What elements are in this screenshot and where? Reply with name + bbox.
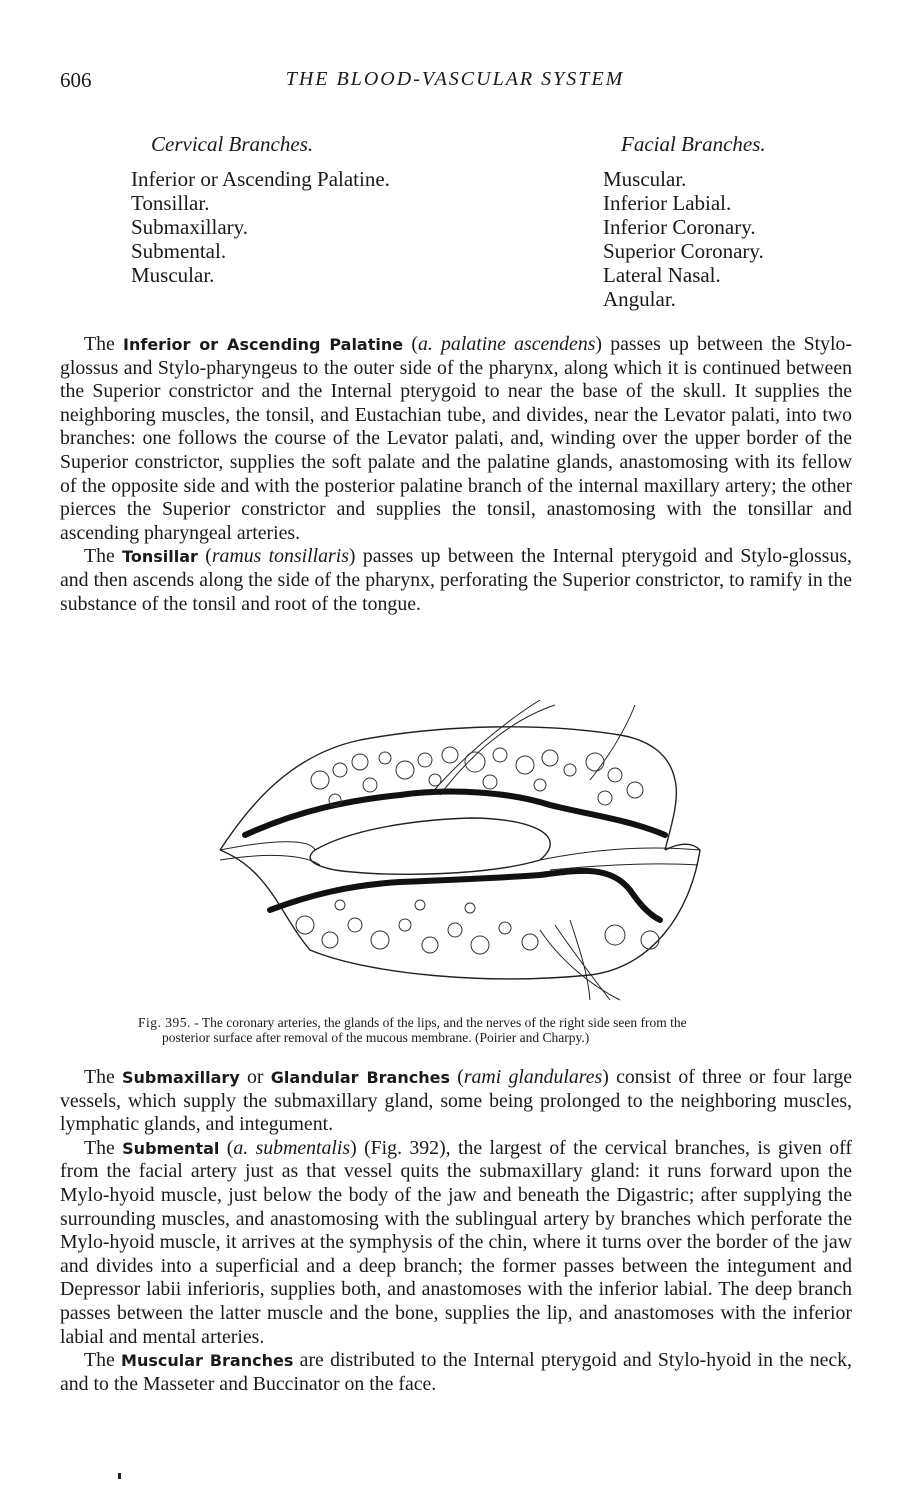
paragraph-submaxillary — [60, 1066, 852, 1137]
page-number: 606 — [60, 68, 92, 92]
page-header — [60, 68, 850, 96]
term-heading: Muscular Branches — [121, 1351, 294, 1371]
text-run: or — [239, 1066, 271, 1088]
text-run: ) passes up between the Stylo-glossus and Stylo-pharyngeus to the outer side of the pharynx, along which it is continued between the Superior constrictor and the Internal pterygoid to near the base of the skull. It supplies the neighboring muscles, the tonsil, and Eustachian tube, and divides, near the Levator palati, into two branches: one follows the course of the Levator palati, and, winding over the upper border of the Superior constrictor, supplies the soft palate and the palatine glands, anastomosing with its fellow of the opposite side and with the posterior palatine branch of the internal maxillary artery; the other pierces the Superior constrictor and supplies the tonsil, anastomosing with the tonsillar and ascending pharyngeal arteries. — [60, 333, 853, 544]
text-run: ) passes up between the Internal pterygoid and Stylo-glossus, and then ascends along the side of the pharynx, perforating the Superior constrictor, to ramify in the substance of the tonsil and root of the tongue. — [60, 545, 852, 615]
cervical-branches-heading: Cervical Branches. — [151, 132, 314, 156]
lip-arteries-illustration — [210, 700, 710, 1005]
list-item: Submental. — [131, 239, 227, 263]
figure-caption: Fig. 395. - The coronary arteries, the glands of the lips, and the nerves of the right side seen from the posterior surface after removal of the mucous membrane. (Poirier and Charpy.) — [138, 1015, 838, 1045]
text-run: The — [84, 1066, 123, 1088]
text-run: ( — [403, 333, 418, 355]
list-item: Inferior or Ascending Palatine. — [131, 167, 390, 191]
paragraph-tonsillar — [60, 545, 852, 616]
list-item: Superior Coronary. — [603, 239, 764, 263]
cervical-branches-list — [131, 132, 491, 287]
text-run: The — [84, 333, 124, 355]
nerve-line — [440, 705, 555, 795]
list-item: Inferior Coronary. — [603, 215, 756, 239]
term-heading: Glandular Branches — [270, 1068, 450, 1087]
nerve-line — [555, 925, 610, 1000]
text-run: ( — [219, 1136, 234, 1159]
paragraph-muscular — [60, 1349, 852, 1396]
latin-name: rami glandulares — [463, 1066, 603, 1088]
term-heading: Tonsillar — [122, 547, 198, 567]
text-run: The — [84, 1349, 122, 1372]
latin-name: a. submentalis — [233, 1136, 351, 1159]
text-run: The — [84, 545, 123, 568]
text-run: The — [84, 1136, 123, 1159]
caption-text-line2: posterior surface after removal of the mucous membrane. (Poirier and Charpy.) — [162, 1030, 590, 1045]
list-item: Submaxillary. — [131, 215, 249, 239]
figure-label: Fig. 395. — [138, 1015, 191, 1030]
term-heading: Submental — [122, 1138, 220, 1158]
list-item: Angular. — [603, 287, 676, 311]
paragraph-palatine — [60, 333, 852, 545]
text-run: ) consist of three or four large vessels, which supply the submaxillary gland, some being prolonged to the neighboring muscles, lymphatic glands, and integument. — [60, 1066, 852, 1136]
inferior-coronary-artery — [270, 871, 660, 920]
list-item: Tonsillar. — [131, 191, 210, 215]
facial-branches-heading: Facial Branches. — [621, 132, 766, 156]
mouth-opening — [310, 818, 550, 874]
print-mark — [118, 1473, 121, 1479]
list-item: Lateral Nasal. — [603, 263, 721, 287]
text-run: ( — [197, 545, 212, 568]
paragraph-submental — [60, 1137, 852, 1349]
term-heading: Inferior or Ascending Palatine — [123, 335, 404, 354]
facial-branches-list — [603, 132, 863, 311]
latin-name: a. palatine ascendens — [417, 333, 596, 355]
running-head: THE BLOOD-VASCULAR SYSTEM — [285, 68, 625, 90]
nerve-line — [540, 930, 620, 1000]
body-text-lower — [60, 1066, 852, 1396]
latin-name: ramus tonsillaris — [211, 545, 349, 568]
caption-text-line1: The coronary arteries, the glands of the lips, and the nerves of the right side seen from the — [201, 1015, 687, 1030]
term-heading: Submaxillary — [122, 1068, 240, 1087]
list-item: Inferior Labial. — [603, 191, 732, 215]
text-run: ( — [449, 1066, 464, 1088]
list-item: Muscular. — [603, 167, 687, 191]
text-run: are distributed to the Internal pterygoid and Stylo-hyoid in the neck, and to the Masseter and Buccinator on the face. — [60, 1349, 852, 1395]
list-item: Muscular. — [131, 263, 215, 287]
text-run: ) (Fig. 392), the largest of the cervical branches, is given off from the facial artery just as that vessel quits the submaxillary gland: it runs forward upon the Mylo-hyoid muscle, just below the body of the jaw and beneath the Digastric; after supplying the surrounding muscles, and anastomosing with the sublingual artery by branches which perforate the Mylo-hyoid muscle, it arrives at the symphysis of the chin, where it turns over the border of the jaw and divides into a superficial and a deep branch; the former passes between the integument and Depressor labii inferioris, supplies both, and anastomoses with the inferior labial. The deep branch passes between the latter muscle and the bone, supplies the lip, and anastomoses with the inferior labial and mental arteries. — [60, 1136, 852, 1348]
body-text-upper — [60, 333, 852, 616]
